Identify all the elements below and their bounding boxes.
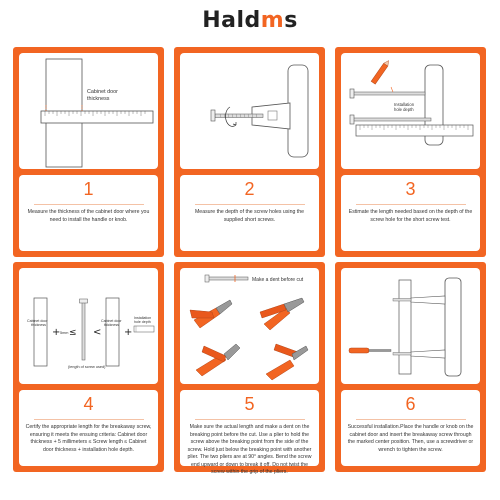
divider: [195, 419, 305, 420]
divider: [356, 419, 466, 420]
step-3-illustration: [341, 53, 480, 169]
step-description: Certify the appropriate length for the breakaway screw, ensuring it meets the ensuing criteria: Cabinet door thickness + 5 millimeters ≤ Screw length ≤ Cabinet door thickness + installation hole depth.: [25, 424, 152, 453]
divider: [34, 419, 144, 420]
label-installation-b: Installation: [134, 316, 152, 320]
step-card-1: [13, 47, 164, 257]
step-2-text-panel: [180, 175, 319, 251]
label-make-dent: Make a dent before cut: [252, 277, 304, 283]
label-door-thickness-2: thickness: [87, 96, 110, 102]
step-5-illustration: [180, 268, 319, 384]
label-door-thickness-1: Cabinet door: [87, 89, 118, 95]
label-cabinet-door-b: Cabinet door: [101, 319, 122, 323]
step-1-illustration: [19, 53, 158, 169]
pliers-bottom-right: [266, 344, 308, 380]
pliers-top-left: [190, 300, 232, 328]
less-equal-symbol: ≤: [69, 328, 77, 338]
step-number: 3: [405, 179, 416, 199]
installed-handle-diagram: [341, 268, 480, 384]
step-4-text-panel: [19, 390, 158, 466]
step-1-text-panel: [19, 175, 158, 251]
step-number: 1: [83, 179, 94, 199]
step-number: 6: [405, 394, 416, 414]
brand-prefix: Hald: [202, 8, 261, 33]
step-description: Make sure the actual length and make a dent on the breaking point before the cut. Use a plier to hold the screw above the breaking point from the side of the screw. Hold just below the breaking point with another plier. The two pliers are at 90° angles. Bend the screw end upward or down to break it off. Do not twist the screw within the grip of the pliers.: [187, 424, 312, 476]
label-thickness-b: thickness: [104, 323, 119, 327]
hole-depth-diagram: [341, 53, 480, 169]
label-5mm: 5mm: [60, 331, 69, 335]
divider: [356, 204, 466, 205]
step-description: Measure the depth of the screw holes using the supplied short screws.: [194, 209, 304, 223]
step-number: 2: [244, 179, 255, 199]
label-cabinet-door-a: Cabinet door: [27, 319, 48, 323]
length-formula-diagram: [19, 268, 158, 384]
step-number: 5: [244, 394, 255, 414]
pliers-bottom-left: [196, 344, 240, 376]
pliers-top-right: [260, 298, 304, 330]
step-5-text-panel: [180, 390, 319, 476]
step-number: 4: [83, 394, 94, 414]
step-6-text-panel: [341, 390, 480, 466]
label-hole-depth-b: hole depth: [134, 320, 151, 324]
step-description: Measure the thickness of the cabinet door where you need to install the handle or knob.: [27, 209, 150, 223]
step-4-illustration: [19, 268, 158, 384]
divider: [195, 204, 305, 205]
step-card-2: [174, 47, 325, 257]
label-installation: Installation: [394, 102, 415, 107]
brand-suffix: s: [284, 8, 298, 33]
label-hole-depth: hole depth: [394, 107, 414, 112]
step-card-5: [174, 262, 325, 476]
step-6-illustration: [341, 268, 480, 384]
door-thickness-diagram: [19, 53, 158, 169]
step-card-6: [335, 262, 486, 472]
breaking-screw-diagram: [180, 268, 319, 384]
label-screw-length: (length of screw used): [68, 365, 106, 369]
less-than-symbol: <: [93, 327, 102, 338]
brand-accent: m: [260, 8, 285, 33]
label-thickness-a: thickness: [31, 323, 46, 327]
step-description: Estimate the length needed based on the depth of the screw hole for the short screw test.: [348, 209, 473, 223]
plus-symbol: +: [52, 327, 61, 338]
screwdriver-icon: [349, 348, 391, 353]
step-2-illustration: [180, 53, 319, 169]
step-3-text-panel: [341, 175, 480, 251]
step-card-4: [13, 262, 164, 472]
plus-symbol-2: +: [124, 327, 133, 338]
screw-depth-diagram: [180, 53, 319, 169]
divider: [34, 204, 144, 205]
step-description: Successful installation.Place the handle or knob on the cabinet door and insert the breakaway screw through the marked center position. Then, use a screwdriver or wrench to tighten the screw.: [347, 424, 474, 453]
step-card-3: [335, 47, 486, 257]
brand-logo: [0, 8, 500, 33]
